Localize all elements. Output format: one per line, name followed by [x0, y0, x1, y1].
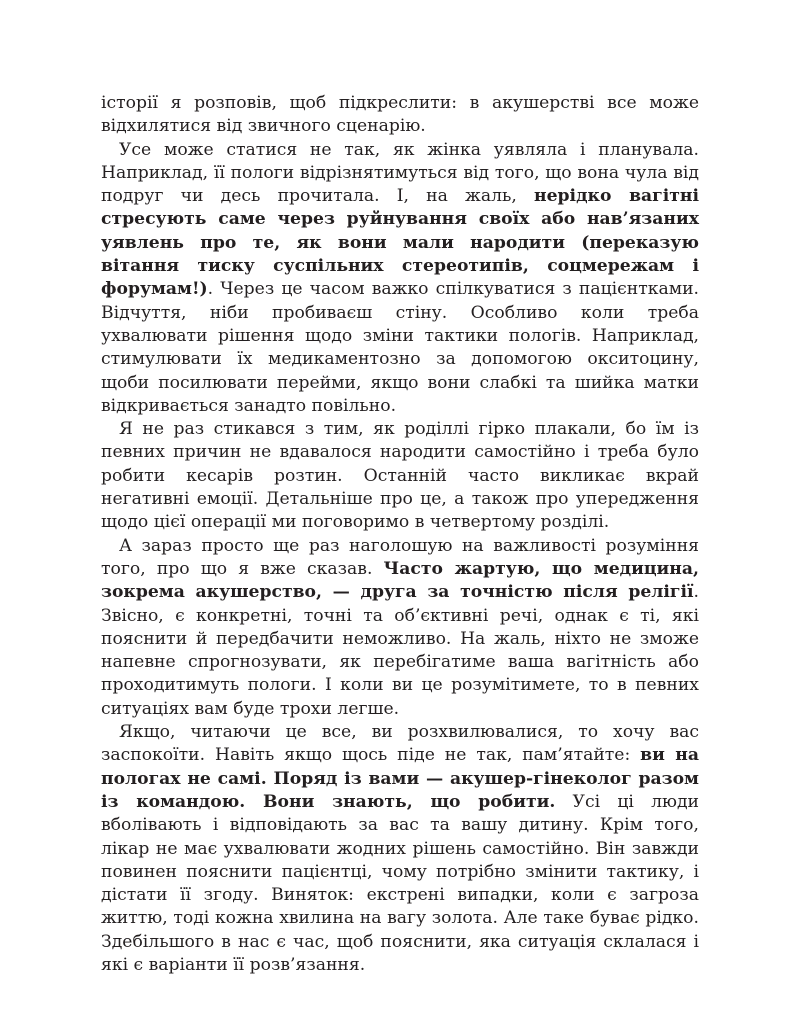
emphasis-text: ви на пологах не самі. Поряд із вами — акушер-гінеколог разом із командою. Вони знають, що робити. — [101, 745, 699, 812]
emphasis-text: нерідко вагітні стресують саме через руйнування своїх або нав’язаних уявлень про те, як вони мали народити (переказую вітання тиску суспільних стереотипів, соцмережам і форумам!) — [101, 186, 699, 300]
paragraph-text: Якщо, читаючи це все, ви розхвилювалися, то хочу вас заспокоїти. Навіть якщо щось піде не так, пам’ятайте: — [101, 722, 699, 766]
paragraph-cesarean — [101, 418, 699, 534]
paragraph-text: А зараз просто ще раз наголошую на важливості розуміння того, про що я вже сказав. — [101, 535, 699, 579]
paragraph-text: Я не раз стикався з тим, як роділлі гірко плакали, бо їм із певних причин не вдавалося народити самостійно і треба було робити кесарів розтин. Останній часто викликає вкрай негативні емоції. Детальніше про це, а також про упередження щодо цієї операції ми поговоримо в четвертому розділі. — [101, 419, 699, 533]
paragraph-continuation — [101, 92, 699, 139]
paragraph-text: історії я розповів, щоб підкреслити: в акушерстві все може відхилятися від звичного сценарію. — [101, 93, 699, 137]
paragraph-medicine-precision — [101, 535, 699, 721]
paragraph-text: . Через це часом важко спілкуватися з пацієнтками. Відчуття, ніби пробиваєш стіну. Особливо коли треба ухвалювати рішення щодо зміни тактики пологів. Наприклад, стимулювати їх медикаментозно за допомогою окситоцину, щоби посилювати перейми, якщо вони слабкі та шийка матки відкривається занадто повільно. — [101, 279, 699, 416]
emphasis-text: Часто жартую, що медицина, зокрема акушерство, — друга за точністю після релігії — [101, 558, 699, 603]
paragraph-text: Усе може статися не так, як жінка уявляла і планувала. Наприклад, її пологи відрізнятимуться від того, що вона чула від подруг чи десь прочитала. І, на жаль, — [101, 139, 699, 207]
page-body — [101, 92, 699, 977]
paragraph-text: . Звісно, є конкретні, точні та об’єктивні речі, однак є ті, які пояснити й передбачити неможливо. На жаль, ніхто не зможе напевне спрогнозувати, як перебігатиме ваша вагітність або проходитимуть пологи. І коли ви це розумітимете, то в певних ситуаціях вам буде трохи легше. — [101, 582, 699, 719]
paragraph-text: Усі ці люди вболівають і відповідають за вас та вашу дитину. Крім того, лікар не має ухвалювати жодних рішень самостійно. Він завжди повинен пояснити пацієнтці, чому потрібно змінити тактику, і дістати її згоду. Виняток: екстрені випадки, коли є загроза життю, тоді кожна хвилина на вагу золота. Але таке буває рідко. Здебільшого в нас є час, щоб пояснити, яка ситуація склалася і які є варіанти її розв’язання. — [101, 791, 700, 975]
paragraph-reassurance — [101, 721, 699, 977]
paragraph-expectations — [101, 139, 699, 419]
